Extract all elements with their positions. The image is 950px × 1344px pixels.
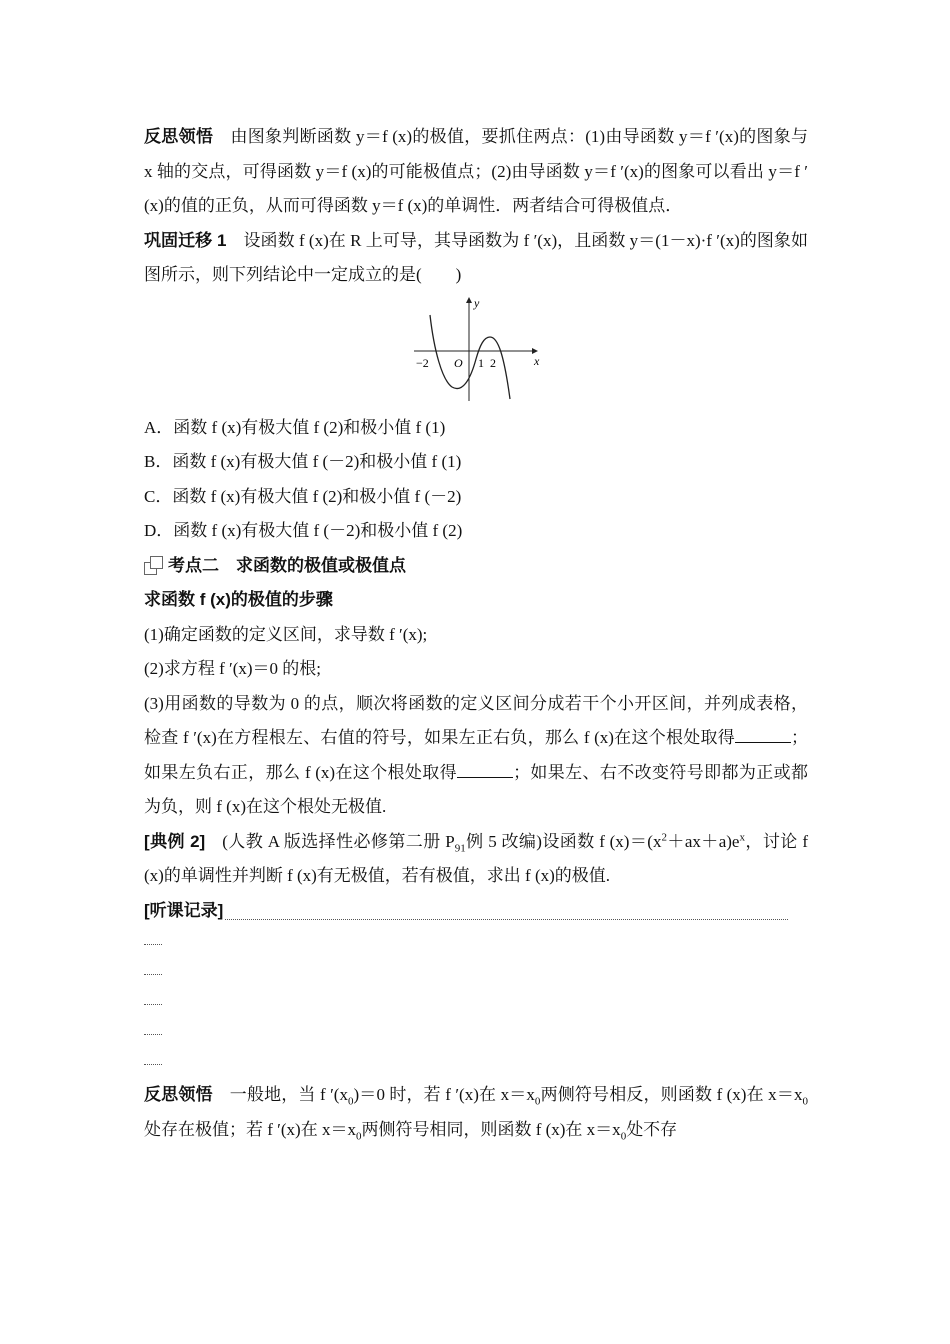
- section-squares-icon: [144, 556, 164, 576]
- answer-blank-1[interactable]: [735, 728, 791, 743]
- step-3-text-b: ；如果左负右正，那么 f (x)在这个根处取得: [144, 728, 808, 782]
- reflection-2-text-6: 处不存: [626, 1119, 678, 1139]
- tick-label-2: 2: [490, 355, 496, 370]
- practice-label: 巩固迁移 1: [144, 230, 227, 250]
- practice-text: 设函数 f (x)在 R 上可导，其导函数为 f ′(x)，且函数 y＝(1－x)·f ′(x)的图象如图所示，则下列结论中一定成立的是( ): [144, 230, 808, 284]
- tick-label-neg2: −2: [416, 355, 429, 370]
- reflection-2-text-3: 两侧符号相反，则函数 f (x)在 x＝x: [540, 1085, 803, 1104]
- curve-path: [430, 315, 510, 399]
- option-b: B．函数 f (x)有极大值 f (－2)和极小值 f (1): [144, 452, 462, 471]
- reflection-2-text-2: )＝0 时，若 f ′(x)在 x＝x: [353, 1085, 535, 1104]
- reflection-2-sub-5: 0: [620, 1129, 627, 1142]
- record-label: [听课记录]: [144, 900, 224, 920]
- origin-label: O: [454, 355, 463, 370]
- option-d: D．函数 f (x)有极大值 f (－2)和极小值 f (2): [144, 521, 463, 540]
- section-heading: [144, 549, 808, 584]
- example-text-4: ，讨论 f (x)的单调性并判断 f (x)有无极值，若有极值，求出 f (x)的极值.: [144, 831, 808, 885]
- y-axis-arrow: [466, 297, 472, 303]
- reflection-2-sub-3: 0: [802, 1095, 809, 1108]
- example-sub: 91: [454, 841, 466, 854]
- function-graph: [414, 295, 544, 407]
- step-1: (1)确定函数的定义区间，求导数 f ′(x);: [144, 624, 428, 644]
- record-line-5[interactable]: [144, 1048, 808, 1078]
- example-text-1: (人教 A 版选择性必修第二册 P: [222, 831, 455, 851]
- reflection-paragraph-2: [144, 1078, 808, 1147]
- x-axis-label: x: [534, 353, 540, 368]
- step-3-text-c: ；如果左、右不改变符号即都为正或都为负，则 f (x)在这个根处无极值.: [144, 762, 809, 816]
- record-rule[interactable]: [225, 919, 788, 920]
- steps-title: 求函数 f (x)的极值的步骤: [144, 590, 333, 609]
- reflection-label: 反思领悟: [144, 127, 214, 146]
- reflection-2-text-1: 一般地，当 f ′(x: [229, 1085, 348, 1104]
- example-text-2: 例 5 改编)设函数 f (x)＝(x: [465, 831, 662, 851]
- option-c: C．函数 f (x)有极大值 f (2)和极小值 f (－2): [144, 486, 462, 506]
- reflection-2-sub-4: 0: [355, 1129, 362, 1142]
- step-3: [144, 687, 808, 825]
- reflection-text: 由图象判断函数 y＝f (x)的极值，要抓住两点：(1)由导函数 y＝f ′(x)的图象与 x 轴的交点，可得函数 y＝f (x)的可能极值点；(2)由导函数 y＝f ′(x)的图象可以看出 y＝f ′(x)的值的正负，从而可得函数 y＝f (x)的单调性．两者结合可得极值点．: [144, 127, 808, 215]
- reflection-2-text-5: 两侧符号相同，则函数 f (x)在 x＝x: [361, 1119, 621, 1139]
- step-2: (2)求方程 f ′(x)＝0 的根;: [144, 659, 321, 678]
- answer-blank-2[interactable]: [457, 763, 513, 778]
- tick-label-1: 1: [478, 355, 484, 370]
- example-2-paragraph: [144, 825, 808, 894]
- function-graph-figure: [144, 295, 808, 407]
- reflection-2-text-4: 处存在极值；若 f ′(x)在 x＝x: [144, 1119, 356, 1139]
- example-label: [典例 2]: [144, 831, 206, 851]
- example-text-3: ＋ax＋a)e: [666, 831, 740, 851]
- reflection-paragraph-1: [144, 120, 808, 224]
- record-line-1[interactable]: [144, 928, 808, 958]
- record-heading: [144, 894, 808, 929]
- record-line-2[interactable]: [144, 958, 808, 988]
- reflection-2-sub-2: 0: [534, 1095, 541, 1108]
- option-a: A．函数 f (x)有极大值 f (2)和极小值 f (1): [144, 417, 446, 437]
- y-axis-label: y: [474, 295, 480, 310]
- record-line-4[interactable]: [144, 1018, 808, 1048]
- page-content: [144, 120, 808, 1147]
- section-title: 考点二 求函数的极值或极值点: [168, 555, 406, 575]
- practice-paragraph: [144, 224, 808, 293]
- record-line-3[interactable]: [144, 988, 808, 1018]
- example-sup-2: x: [739, 830, 745, 843]
- step-3-text-a: (3)用函数的导数为 0 的点，顺次将函数的定义区间分成若干个小开区间，并列成表格，检查 f ′(x)在方程根左、右值的符号，如果左正右负，那么 f (x)在这个根处取得: [144, 693, 808, 747]
- example-sup: 2: [661, 830, 667, 843]
- reflection-2-sub-1: 0: [347, 1095, 354, 1108]
- reflection-2-label: 反思领悟: [144, 1085, 213, 1104]
